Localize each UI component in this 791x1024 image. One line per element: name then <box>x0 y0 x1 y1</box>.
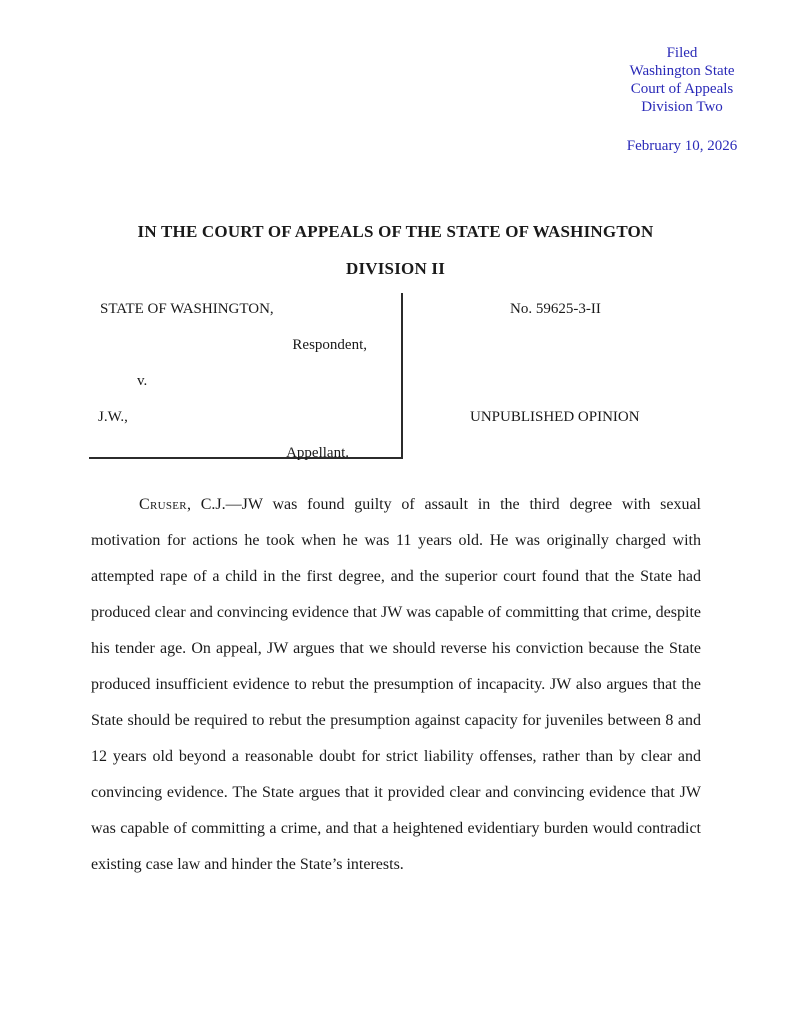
filed-stamp-line-2: Washington State <box>629 63 735 79</box>
caption-parties <box>89 293 403 459</box>
paragraph-text: JW was found guilty of assault in the third degree with sexual motivation for actions he took when he was 11 years old. He was originally charged with attempted rape of a child in the first degree, and the superior court found that the State had produced clear and convincing evidence that JW was capable of committing that crime, despite his tender age. On appeal, JW argues that we should reverse his conviction because the State produced insufficient evidence to rebut the presumption of incapacity. JW also argues that the State should be required to rebut the presumption against capacity for juveniles between 8 and 12 years old beyond a reasonable doubt for strict liability offenses, rather than by clear and convincing evidence. The State argues that it provided clear and convincing evidence that JW was capable of committing a crime, and that a heightened evidentiary burden would contradict existing case law and hinder the State’s interests. <box>91 496 702 873</box>
opinion-type: UNPUBLISHED OPINION <box>470 409 640 425</box>
filed-stamp <box>597 44 767 155</box>
court-title: IN THE COURT OF APPEALS OF THE STATE OF WASHINGTON <box>137 222 654 241</box>
filed-stamp-line-4: Division Two <box>641 99 723 115</box>
opinion-body-paragraph <box>91 487 701 883</box>
court-division: DIVISION II <box>345 259 446 278</box>
plaintiff-name: STATE OF WASHINGTON, <box>100 301 274 317</box>
case-caption <box>89 293 702 459</box>
authoring-judge: Cruser <box>139 496 187 513</box>
filed-date: February 10, 2026 <box>626 138 738 154</box>
judge-title-dash: , C.J.— <box>186 496 242 513</box>
defendant-name: J.W., <box>98 409 128 425</box>
plaintiff-role: Respondent, <box>292 337 367 353</box>
case-number: No. 59625-3-II <box>510 301 601 317</box>
caption-case-info <box>403 293 702 459</box>
versus-label: v. <box>137 373 148 389</box>
filed-stamp-line-3: Court of Appeals <box>630 81 734 97</box>
filed-stamp-line-1: Filed <box>666 45 698 61</box>
defendant-role: Appellant. <box>286 445 349 461</box>
